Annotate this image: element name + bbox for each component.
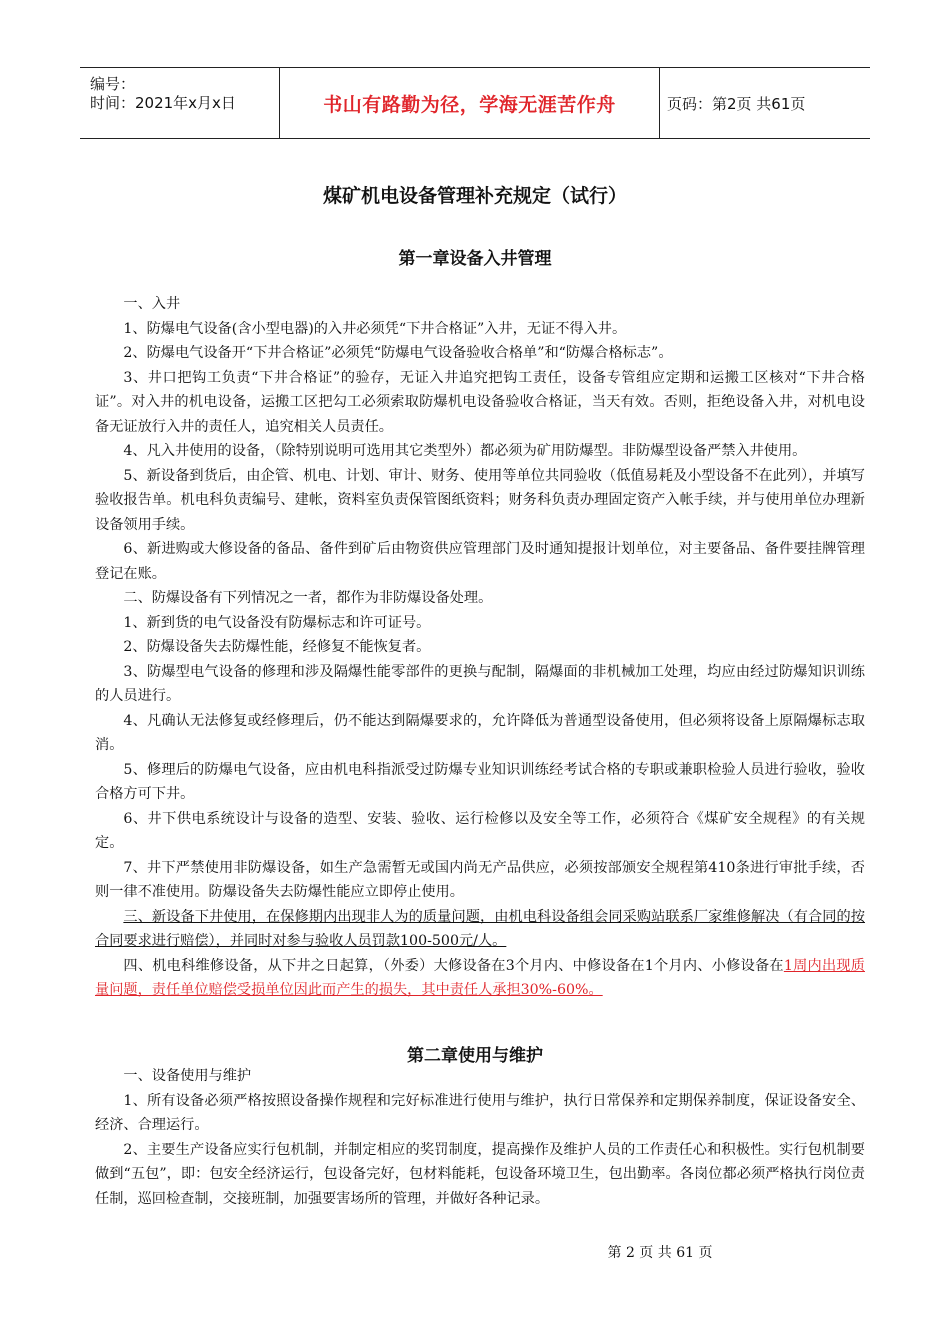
chapter-1-body (95, 292, 865, 1003)
paragraph: 7、井下严禁使用非防爆设备，如生产急需暂无或国内尚无产品供应，必须按部颁安全规程第410条进行审批手续，否则一律不准使用。防爆设备失去防爆性能应立即停止使用。 (95, 859, 865, 900)
paragraph: 5、新设备到货后，由企管、机电、计划、审计、财务、使用等单位共同验收（低值易耗及小型设备不在此列），并填写验收报告单。机电科负责编号、建帐，资料室负责保管图纸资料；财务科负责办理固定资产入帐手续，并与使用单位办理新设备领用手续。 (95, 467, 865, 533)
underlined-text: 三、新设备下井使用，在保修期内出现非人为的质量问题，由机电科设备组会同采购站联系厂家维修解决（有合同的按合同要求进行赔偿），并同时对参与验收人员罚款100-500元/人。 (95, 908, 865, 949)
paragraph-plain-text: 四、机电科维修设备，从下井之日起算，（外委）大修设备在3个月内、中修设备在1个月内、小修设备在 (123, 957, 784, 974)
header-meta-cell (80, 68, 280, 138)
doc-code-label: 编号： (90, 75, 136, 93)
chapter-2-title: 第二章使用与维护 (407, 1046, 543, 1066)
paragraph: 1、新到货的电气设备没有防爆标志和许可证号。 (123, 614, 431, 631)
paragraph-maintenance-penalty (95, 954, 865, 1003)
page-footer: 第 2 页 共 61 页 (607, 1245, 713, 1261)
header-motto-cell (280, 68, 660, 138)
paragraph: 2、防爆设备失去防爆性能，经修复不能恢复者。 (123, 639, 431, 655)
document-title: 煤矿机电设备管理补充规定（试行） (322, 185, 627, 207)
paragraph: 2、主要生产设备应实行包机制，并制定相应的奖罚制度，提高操作及维护人员的工作责任心和积极性。实行包机制要做到“五包”，即：包安全经济运行，包设备完好，包材料能耗，包设备环境卫生，包出勤率。各岗位都必须严格执行岗位责任制，巡回检查制，交接班制，加强要害场所的管理，并做好各种记录。 (95, 1141, 865, 1207)
paragraph: 一、设备使用与维护 (123, 1068, 252, 1084)
paragraph: 6、井下供电系统设计与设备的造型、安装、验收、运行检修以及安全等工作，必须符合《煤矿安全规程》的有关规定。 (95, 810, 865, 851)
paragraph: 一、入井 (123, 296, 181, 312)
paragraph: 3、防爆型电气设备的修理和涉及隔爆性能零部件的更换与配制，隔爆面的非机械加工处理，均应由经过防爆知识训练的人员进行。 (95, 663, 865, 704)
chapter-1-title: 第一章设备入井管理 (398, 249, 552, 269)
doc-date-label: 时间：2021年x月x日 (90, 94, 236, 112)
chapter-2-body (95, 1064, 865, 1211)
paragraph-underlined (95, 905, 865, 954)
paragraph: 4、凡入井使用的设备，（除特别说明可选用其它类型外）都必须为矿用防爆型。非防爆型设备严禁入井使用。 (123, 443, 807, 459)
paragraph: 1、防爆电气设备(含小型电器)的入井必须凭“下井合格证”入井，无证不得入井。 (123, 320, 627, 337)
paragraph: 5、修理后的防爆电气设备，应由机电科指派受过防爆专业知识训练经考试合格的专职或兼职检验人员进行验收，验收合格方可下井。 (95, 761, 865, 802)
paragraph: 1、所有设备必须严格按照设备操作规程和完好标准进行使用与维护，执行日常保养和定期保养制度，保证设备安全、经济、合理运行。 (95, 1092, 865, 1133)
page-info: 页码：第2页 共61页 (667, 94, 806, 113)
paragraph: 3、井口把钩工负责“下井合格证”的验存，无证入井追究把钩工责任，设备专管组应定期和运搬工区核对“下井合格证”。对入井的机电设备，运搬工区把勾工必须索取防爆机电设备验收合格证，当天有效。否则，拒绝设备入井，对机电设备无证放行入井的责任人，追究相关人员责任。 (95, 369, 865, 435)
header-page-cell (661, 68, 870, 138)
header-table (80, 67, 870, 139)
paragraph: 6、新进购或大修设备的备品、备件到矿后由物资供应管理部门及时通知提报计划单位，对主要备品、备件要挂牌管理登记在账。 (95, 541, 865, 582)
paragraph: 4、凡确认无法修复或经修理后，仍不能达到隔爆要求的，允许降低为普通型设备使用，但必须将设备上原隔爆标志取消。 (95, 712, 865, 753)
paragraph: 2、防爆电气设备开“下井合格证”必须凭“防爆电气设备验收合格单”和“防爆合格标志”。 (123, 345, 673, 361)
motto-text: 书山有路勤为径，学海无涯苦作舟 (323, 93, 616, 116)
highlighted-red-text: 1周内出现质量问题，责任单位赔偿受损单位因此而产生的损失，其中责任人承担30%-60%。 (95, 957, 865, 998)
paragraph: 二、防爆设备有下列情况之一者，都作为非防爆设备处理。 (123, 590, 493, 606)
